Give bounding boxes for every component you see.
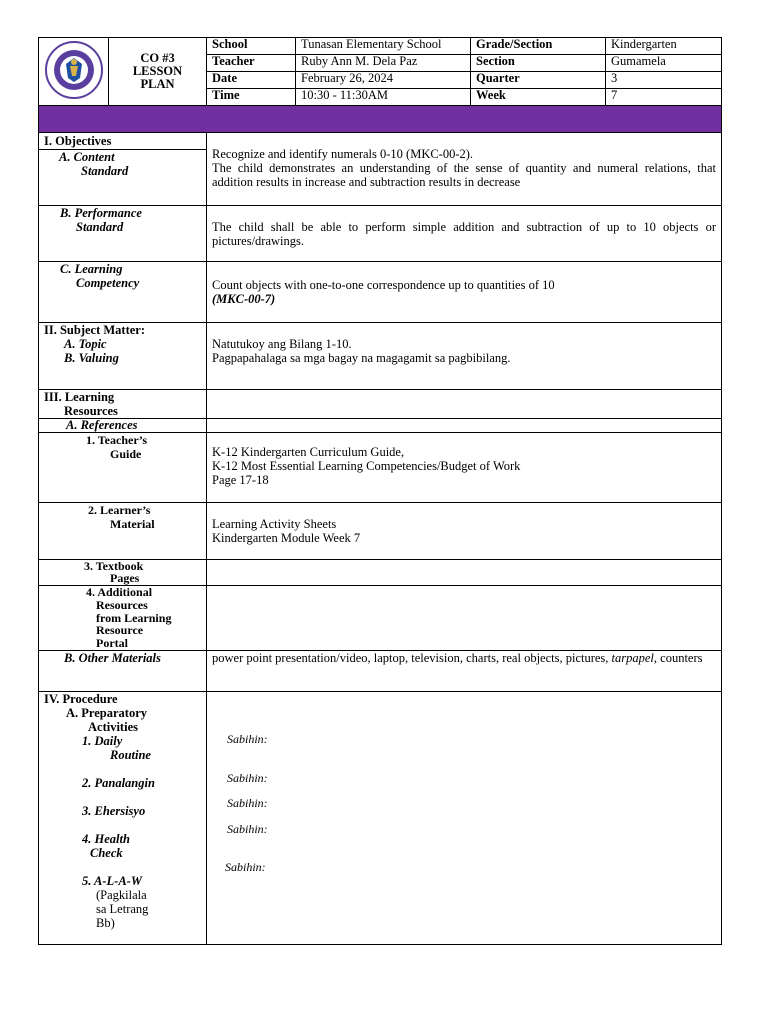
proc-item-health-check: 4. Health [82,832,130,846]
other-materials-label: B. Other Materials [39,651,207,692]
learners-material-label: 2. Learner’s Material [39,503,207,560]
body-table [38,132,722,945]
objectives-left [39,133,207,206]
grade-label: Grade/Section [471,38,606,55]
quarter-value: 3 [606,72,722,89]
deped-logo [39,38,109,106]
date-value: February 26, 2024 [296,72,471,89]
learning-competency-label: C. Learning Competency [39,262,207,323]
say-alaw: Sabihin: [225,860,266,874]
references-label: A. References [39,419,207,433]
school-label: School [207,38,296,55]
teacher-label: Teacher [207,55,296,72]
week-label: Week [471,89,606,106]
say-health-check: Sabihin: [227,822,268,836]
say-panalangin: Sabihin: [227,771,268,785]
time-label: Time [207,89,296,106]
section-value: Gumamela [606,55,722,72]
references-value [207,419,722,433]
header-table [38,37,722,133]
teacher-value: Ruby Ann M. Dela Paz [296,55,471,72]
textbook-label: 3. Textbook Pages [39,560,207,586]
proc-item-alaw: 5. A-L-A-W [82,874,142,888]
objectives-heading: I. Objectives [39,133,206,150]
section-label: Section [471,55,606,72]
proc-item-panalangin: 2. Panalangin [82,776,155,790]
deped-seal-icon [44,40,104,100]
performance-standard-value: The child shall be able to perform simple addition and subtraction of up to 10 objects or pictures/drawings. [207,206,722,262]
quarter-label: Quarter [471,72,606,89]
subject-matter-value: Natutukoy ang Bilang 1-10. Pagpapahalaga sa mga bagay na magagamit sa pagbibilang. [207,323,722,390]
school-value: Tunasan Elementary School [296,38,471,55]
doc-title: CO #3 LESSON PLAN [109,38,207,106]
week-value: 7 [606,89,722,106]
additional-resources-value [207,586,722,651]
learning-competency-value: Count objects with one-to-one correspondence up to quantities of 10 (MKC-00-7) [207,262,722,323]
additional-resources-label: 4. Additional Resources from Learning Resource Portal [39,586,207,651]
content-standard-label: A. Content Standard [59,150,129,178]
procedure-label: IV. Procedure A. Preparatory Activities 1. Daily Routine 2. Panalangin 3. Ehersisyo 4. Health Check 5. A-L-A-W (Pagkilala sa Letrang Bb) [39,692,207,945]
proc-item-ehersisyo: 3. Ehersisyo [82,804,146,818]
textbook-value [207,560,722,586]
time-value: 10:30 - 11:30AM [296,89,471,106]
teachers-guide-value: K-12 Kindergarten Curriculum Guide, K-12 Most Essential Learning Competencies/Budget of Work Page 17-18 [207,433,722,503]
teachers-guide-label: 1. Teacher’s Guide [39,433,207,503]
learning-resources-value [207,390,722,419]
date-label: Date [207,72,296,89]
purple-band [39,106,722,133]
content-standard-value: Recognize and identify numerals 0-10 (MKC-00-2). The child demonstrates an understanding of the sense of quantity and numeral relations, that addition results in increase and subtraction results in decrease [207,133,722,206]
learning-resources-label: III. Learning Resources [39,390,207,419]
grade-value: Kindergarten [606,38,722,55]
performance-standard-label: B. Performance Standard [39,206,207,262]
say-ehersisyo: Sabihin: [227,796,268,810]
proc-item-daily-routine: 1. Daily [82,734,123,748]
other-materials-value: power point presentation/video, laptop, television, charts, real objects, pictures, tarpapel, counters [207,651,722,692]
learners-material-value: Learning Activity Sheets Kindergarten Module Week 7 [207,503,722,560]
lesson-plan-document [38,37,721,945]
say-daily-routine: Sabihin: [227,732,268,746]
procedure-value [207,692,722,945]
subject-matter-label: II. Subject Matter: A. Topic B. Valuing [39,323,207,390]
